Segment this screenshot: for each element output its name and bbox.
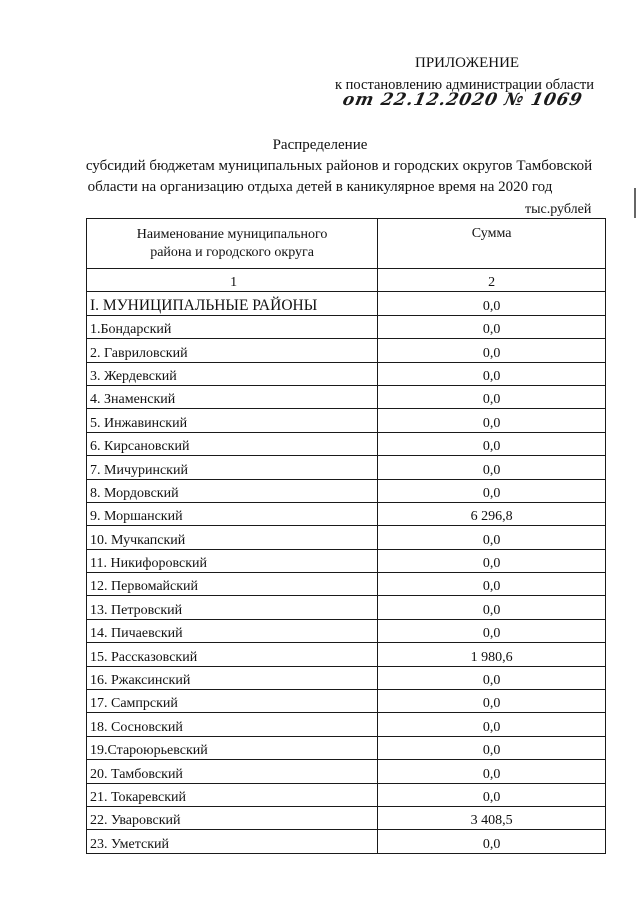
table-row: [87, 830, 606, 853]
table-row: [87, 502, 606, 525]
district-name: 15. Рассказовский: [87, 643, 378, 666]
table-row: [87, 690, 606, 713]
appendix-reference: к постановлению администрации области: [335, 77, 595, 93]
district-name: 7. Мичуринский: [87, 456, 378, 479]
table-row: [87, 479, 606, 502]
subsidy-amount: 0,0: [378, 456, 606, 479]
table-row: [87, 806, 606, 829]
section-row: [87, 292, 606, 315]
subsidy-amount: 0,0: [378, 690, 606, 713]
district-name: 5. Инжавинский: [87, 409, 378, 432]
distribution-table: [86, 218, 606, 854]
appendix-title: ПРИЛОЖЕНИЕ: [415, 55, 520, 71]
handwritten-date-number: от 22.12.2020 № 1069: [340, 90, 585, 110]
table-row: [87, 549, 606, 572]
subsidy-amount: 3 408,5: [378, 806, 606, 829]
table-row: [87, 385, 606, 408]
column-number-row: [87, 269, 606, 292]
unit-label: тыс.рублей: [525, 202, 592, 217]
subsidy-amount: 0,0: [378, 409, 606, 432]
table-row: [87, 409, 606, 432]
district-name: 22. Уваровский: [87, 806, 378, 829]
table-row: [87, 736, 606, 759]
table-row: [87, 339, 606, 362]
table-row: [87, 573, 606, 596]
subsidy-amount: 0,0: [378, 760, 606, 783]
district-name: 6. Кирсановский: [87, 432, 378, 455]
district-name: 20. Тамбовский: [87, 760, 378, 783]
subsidy-amount: 0,0: [378, 385, 606, 408]
subsidy-amount: 0,0: [378, 315, 606, 338]
subsidy-amount: 0,0: [378, 432, 606, 455]
table-row: [87, 362, 606, 385]
subsidy-amount: 0,0: [378, 573, 606, 596]
district-name: 12. Первомайский: [87, 573, 378, 596]
subsidy-amount: 0,0: [378, 292, 606, 315]
district-name: 18. Сосновский: [87, 713, 378, 736]
subsidy-amount: 1 980,6: [378, 643, 606, 666]
table-row: [87, 456, 606, 479]
scan-edge-mark: [634, 188, 636, 218]
table-header-row: [87, 219, 606, 269]
table-row: [87, 432, 606, 455]
district-name: 2. Гавриловский: [87, 339, 378, 362]
table-row: [87, 619, 606, 642]
table-row: [87, 760, 606, 783]
subsidy-amount: 0,0: [378, 549, 606, 572]
district-name: 21. Токаревский: [87, 783, 378, 806]
title-line-2: субсидий бюджетам муниципальных районов и городских округов Тамбовской: [85, 158, 593, 174]
subsidy-amount: 0,0: [378, 596, 606, 619]
district-name: 16. Ржаксинский: [87, 666, 378, 689]
subsidy-amount: 0,0: [378, 362, 606, 385]
district-name: 3. Жердевский: [87, 362, 378, 385]
subsidy-amount: 0,0: [378, 619, 606, 642]
table-row: [87, 783, 606, 806]
subsidy-amount: 6 296,8: [378, 502, 606, 525]
district-name: 13. Петровский: [87, 596, 378, 619]
table-row: [87, 666, 606, 689]
table-row: [87, 526, 606, 549]
col1-header: [87, 219, 378, 269]
subsidy-amount: 0,0: [378, 666, 606, 689]
table-row: [87, 596, 606, 619]
district-name: 10. Мучкапский: [87, 526, 378, 549]
subsidy-amount: 0,0: [378, 479, 606, 502]
district-name: 8. Мордовский: [87, 479, 378, 502]
col2-header: Сумма: [378, 219, 606, 269]
subsidy-amount: 0,0: [378, 830, 606, 853]
district-name: 14. Пичаевский: [87, 619, 378, 642]
col1-header-line1: Наименование муниципального: [136, 226, 328, 242]
district-name: 17. Сампрский: [87, 690, 378, 713]
table-row: [87, 315, 606, 338]
subsidy-amount: 0,0: [378, 736, 606, 759]
document-title: [0, 135, 640, 198]
subsidy-amount: 0,0: [378, 713, 606, 736]
col2-number: 2: [378, 269, 606, 292]
district-name: 4. Знаменский: [87, 385, 378, 408]
district-name: 9. Моршанский: [87, 502, 378, 525]
district-name: 1.Бондарский: [87, 315, 378, 338]
district-name: 23. Уметский: [87, 830, 378, 853]
district-name: 11. Никифоровский: [87, 549, 378, 572]
district-name: 19.Староюрьевский: [87, 736, 378, 759]
col1-number: 1: [87, 269, 378, 292]
table-row: [87, 643, 606, 666]
subsidy-amount: 0,0: [378, 339, 606, 362]
title-line-3: области на организацию отдыха детей в каникулярное время на 2020 год: [87, 179, 553, 195]
subsidy-amount: 0,0: [378, 526, 606, 549]
district-name: I. МУНИЦИПАЛЬНЫЕ РАЙОНЫ: [87, 292, 378, 315]
table-row: [87, 713, 606, 736]
title-line-1: Распределение: [272, 137, 368, 153]
col1-header-line2: района и городского округа: [150, 244, 315, 260]
subsidy-amount: 0,0: [378, 783, 606, 806]
